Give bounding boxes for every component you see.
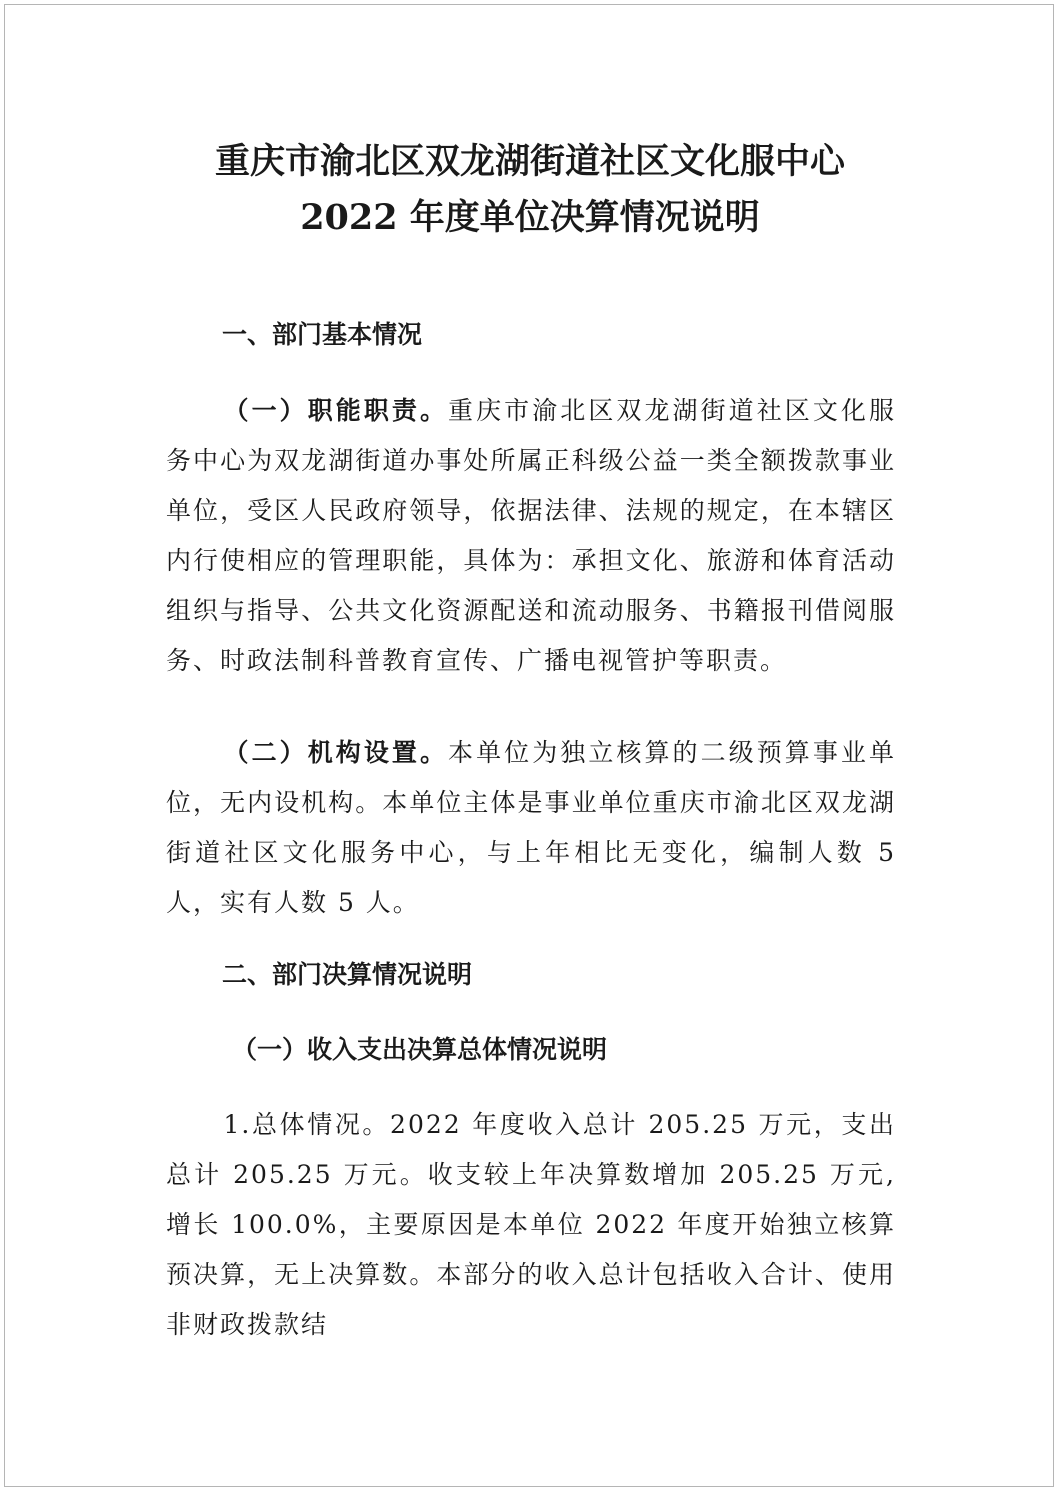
paragraph-organization-lead: （二）机构设置。 [223, 738, 449, 767]
paragraph-overview [166, 1100, 896, 1350]
section-1-heading: 一、部门基本情况 [222, 320, 423, 349]
subsection-heading: （一）收入支出决算总体情况说明 [232, 1035, 608, 1064]
title-line-1: 重庆市渝北区双龙湖街道社区文化服中心 [214, 141, 845, 182]
paragraph-organization-text: 本单位为独立核算的二级预算事业单位，无内设机构。本单位主体是事业单位重庆市渝北区双龙湖街道社区文化服务中心，与上年相比无变化，编制人数 5 人，实有人数 5 人。 [166, 738, 896, 917]
document-title [0, 134, 1060, 246]
title-line-2: 2022 年度单位决算情况说明 [300, 197, 760, 238]
paragraph-overview-text: 1.总体情况。2022 年度收入总计 205.25 万元，支出总计 205.25 万元。收支较上年决算数增加 205.25 万元,增长 100.0%，主要原因是本单位 2022 年度开始独立核算预决算，无上决算数。本部分的收入总计包括收入合计、使用非财政拨款结 [166, 1110, 896, 1339]
section-2-heading: 二、部门决算情况说明 [222, 960, 473, 989]
paragraph-duties-lead: （一）职能职责。 [223, 396, 449, 425]
paragraph-duties [166, 386, 896, 686]
paragraph-duties-text: 重庆市渝北区双龙湖街道社区文化服务中心为双龙湖街道办事处所属正科级公益一类全额拨款事业单位，受区人民政府领导，依据法律、法规的规定，在本辖区内行使相应的管理职能，具体为：承担文化、旅游和体育活动组织与指导、公共文化资源配送和流动服务、书籍报刊借阅服务、时政法制科普教育宣传、广播电视管护等职责。 [166, 396, 896, 675]
paragraph-organization [166, 728, 896, 928]
